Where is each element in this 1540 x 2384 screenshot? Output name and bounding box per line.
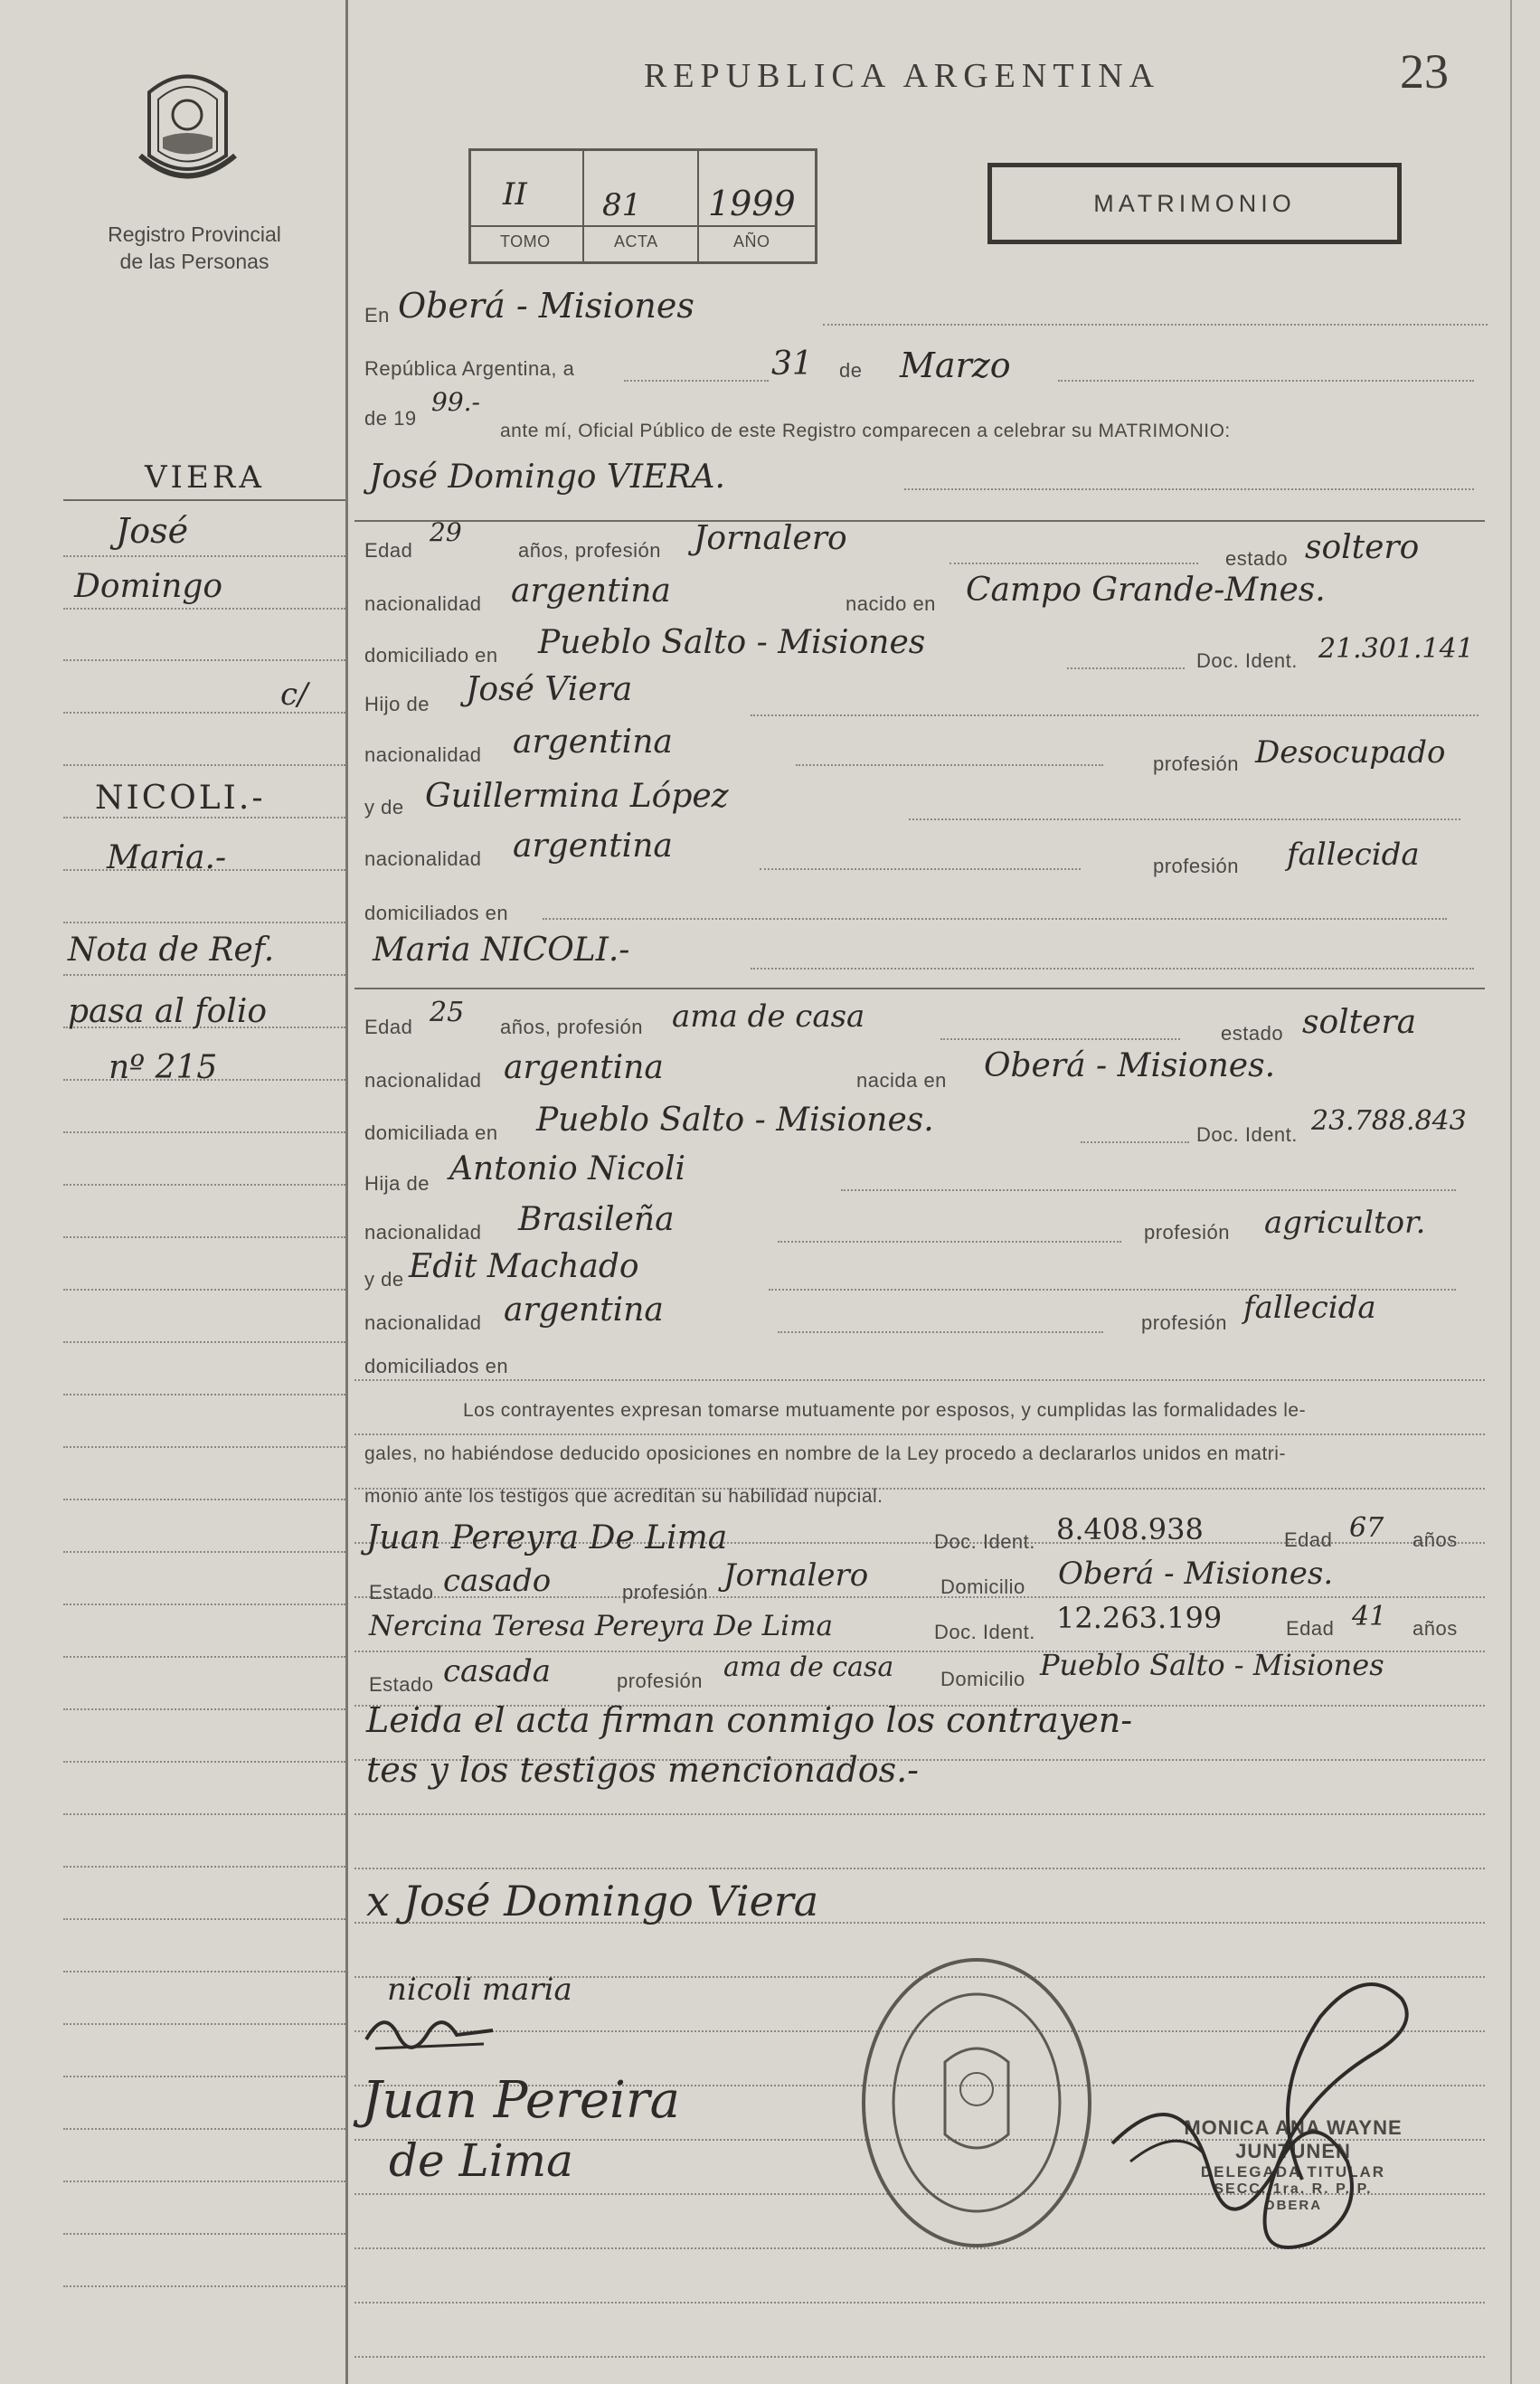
official-city: OBERA [1263, 2198, 1323, 2213]
groom-mother-profession: fallecida [1287, 837, 1420, 873]
tomo-value: II [503, 176, 527, 213]
act-type-box [987, 163, 1402, 244]
official-name: MONICA ANA WAYNE JUNTUNEN [1184, 2116, 1403, 2162]
witness1-estado: casado [443, 1563, 552, 1599]
acta-label: ACTA [614, 232, 658, 251]
groom-father-nationality: argentina [513, 724, 673, 761]
de-label: de [839, 359, 863, 382]
witness2-profession: ama de casa [723, 1651, 894, 1683]
witness2-anos-label: años [1412, 1617, 1458, 1640]
witness2-domicile: Pueblo Salto - Misiones [1040, 1648, 1384, 1682]
bride-doc: 23.788.843 [1311, 1105, 1467, 1137]
groom-age: 29 [430, 517, 462, 547]
witness1-age: 67 [1349, 1512, 1384, 1544]
bride-mother-prof-label: profesión [1141, 1311, 1228, 1334]
groom-estado-label: estado [1225, 547, 1289, 570]
margin-name-5: Maria.- [107, 839, 227, 876]
margin-note-3: nº 215 [109, 1049, 218, 1086]
groom-domiciliado-label: domiciliado en [364, 644, 498, 667]
margin-name-2: Domingo [74, 568, 223, 605]
ano-label: AÑO [733, 232, 770, 251]
groom-birthplace: Campo Grande-Mnes. [966, 572, 1326, 609]
groom-father-line [751, 714, 1479, 716]
bride-yde-label: y de [364, 1268, 404, 1291]
witness-signature-1: Juan Pereira [362, 2071, 681, 2130]
witness-signature-2: de Lima [389, 2134, 573, 2187]
bride-father: Antonio Nicoli [449, 1150, 686, 1187]
bride-mother-nat-line [778, 1331, 1103, 1333]
book-box [468, 148, 817, 264]
place-line [823, 324, 1488, 326]
margin-surname: VIERA [145, 459, 265, 496]
bride-domiciliada-label: domiciliada en [364, 1121, 498, 1144]
provincial-seal [136, 65, 240, 192]
witness2-name: Nercina Teresa Pereyra De Lima [369, 1610, 833, 1642]
witness1-doc: 8.408.938 [1056, 1512, 1204, 1547]
bride-domicile-line [1081, 1141, 1189, 1143]
page-number: 23 [1400, 44, 1449, 99]
witness1-domicilio-label: Domicilio [940, 1575, 1025, 1598]
bride-edad-label: Edad [364, 1016, 413, 1038]
bride-father-line [841, 1189, 1456, 1191]
bride-estado-label: estado [1221, 1022, 1284, 1045]
en-label: En [364, 304, 390, 326]
bride-father-profession: agricultor. [1264, 1205, 1426, 1241]
bride-nacida-label: nacida en [856, 1069, 947, 1092]
registry-name: Registro Provincial de las Personas [108, 222, 281, 273]
groom-nacido-label: nacido en [846, 592, 936, 615]
bride-profession-line [940, 1038, 1180, 1040]
bride-initials-scribble [357, 2003, 502, 2062]
witness2-estado: casada [443, 1653, 552, 1689]
bride-mother: Edit Machado [409, 1248, 639, 1285]
acta-value: 81 [602, 187, 642, 223]
margin-note-2: pasa al folio [68, 993, 268, 1030]
bride-signature: nicoli maria [387, 1972, 572, 2008]
bride-age: 25 [430, 997, 465, 1028]
republica-label: República Argentina, a [364, 357, 575, 380]
declaration-line-3: monio ante los testigos que acreditan su habilidad nupcial. [364, 1486, 883, 1507]
bride-hija-label: Hija de [364, 1172, 430, 1195]
groom-profession-line [950, 563, 1198, 564]
groom-doc-label: Doc. Ident. [1196, 649, 1298, 672]
groom-nationality: argentina [511, 572, 671, 610]
groom-domiciliados-line [543, 918, 1447, 920]
groom-father-nat-label: nacionalidad [364, 743, 482, 766]
witness2-estado-label: Estado [369, 1673, 434, 1696]
witness1-profesion-label: profesión [622, 1581, 709, 1604]
right-edge [1510, 0, 1512, 2384]
witness1-edad-label: Edad [1284, 1528, 1333, 1551]
official-signature [1076, 1944, 1438, 2275]
groom-father-prof-label: profesión [1153, 752, 1240, 775]
bride-father-nat-label: nacionalidad [364, 1221, 482, 1244]
declaration-line-1: Los contrayentes expresan tomarse mutuamente por esposos, y cumplidas las formalidades le- [463, 1400, 1307, 1421]
margin-name-3: c/ [280, 676, 308, 713]
groom-anos-profesion-label: años, profesión [518, 539, 661, 562]
bride-estado: soltera [1302, 1004, 1417, 1041]
official-section: SECC. 1ra. R. P. P. [1214, 2181, 1373, 2197]
bride-domiciliados-label: domiciliados en [364, 1355, 509, 1377]
groom-profession: Jornalero [694, 520, 847, 557]
bride-birthplace: Oberá - Misiones. [984, 1047, 1276, 1084]
tomo-label: TOMO [500, 232, 551, 251]
groom-domiciliados-label: domiciliados en [364, 902, 509, 924]
witness1-doc-label: Doc. Ident. [934, 1530, 1035, 1553]
declaration-line-2: gales, no habiéndose deducido oposiciones en nombre de la Ley procedo a declararlos unidos en matri- [364, 1443, 1286, 1464]
bride-mother-nationality: argentina [504, 1291, 664, 1329]
month: Marzo [900, 345, 1011, 385]
round-seal-icon [859, 1954, 1094, 2252]
groom-nacionalidad-label: nacionalidad [364, 592, 482, 615]
groom-mother-nat-line [760, 868, 1081, 870]
bride-name-line [751, 968, 1474, 970]
witness2-profesion-label: profesión [617, 1670, 704, 1692]
groom-estado: soltero [1305, 529, 1420, 566]
bride-father-nat-line [778, 1241, 1121, 1243]
groom-mother-nat-label: nacionalidad [364, 847, 482, 870]
witness2-age: 41 [1352, 1601, 1387, 1632]
groom-signature: x José Domingo Viera [366, 1877, 819, 1925]
ante-text: ante mí, Oficial Público de este Registro comparecen a celebrar su MATRIMONIO: [500, 421, 1231, 441]
groom-domicile: Pueblo Salto - Misiones [538, 624, 926, 661]
groom-mother: Guillermina López [425, 778, 729, 815]
groom-edad-label: Edad [364, 539, 413, 562]
bride-father-nationality: Brasileña [518, 1201, 675, 1238]
month-line [1058, 380, 1474, 382]
witness1-domicile: Oberá - Misiones. [1058, 1556, 1334, 1592]
groom-name-line [904, 488, 1474, 490]
act-type: MATRIMONIO [1093, 190, 1296, 217]
groom-mother-line [909, 818, 1460, 820]
bride-doc-label: Doc. Ident. [1196, 1123, 1298, 1146]
bride-nacionalidad-label: nacionalidad [364, 1069, 482, 1092]
witness1-profession: Jornalero [723, 1557, 869, 1594]
bride-mother-profession: fallecida [1243, 1290, 1376, 1326]
groom-yde-label: y de [364, 796, 404, 818]
groom-name: José Domingo VIERA. [369, 459, 725, 496]
closing-line-2: tes y los testigos mencionados.- [366, 1750, 920, 1790]
groom-doc: 21.301.141 [1318, 633, 1474, 665]
groom-domicile-line [1067, 667, 1185, 669]
day: 31 [771, 345, 813, 383]
witness2-doc-label: Doc. Ident. [934, 1621, 1035, 1643]
groom-mother-nationality: argentina [513, 828, 673, 865]
bride-mother-nat-label: nacionalidad [364, 1311, 482, 1334]
year-prefix: de 19 [364, 407, 417, 430]
witness1-name: Juan Pereyra De Lima [366, 1519, 728, 1556]
groom-father: José Viera [466, 671, 633, 708]
bride-name: Maria NICOLI.- [373, 932, 630, 969]
margin-name-4: NICOLI.- [95, 780, 266, 817]
bride-nationality: argentina [504, 1049, 664, 1086]
bride-domicile: Pueblo Salto - Misiones. [536, 1102, 934, 1139]
groom-mother-prof-label: profesión [1153, 855, 1240, 877]
margin-name-1: José [116, 511, 189, 551]
bride-profession: ama de casa [672, 998, 865, 1035]
coat-of-arms-icon [136, 65, 240, 192]
bride-anos-profesion-label: años, profesión [500, 1016, 643, 1038]
closing-line-1: Leida el acta firman conmigo los contrayen- [366, 1700, 1133, 1740]
margin-note-1: Nota de Ref. [68, 932, 275, 969]
groom-father-nat-line [796, 764, 1103, 766]
bride-father-prof-label: profesión [1144, 1221, 1231, 1244]
witness2-domicilio-label: Domicilio [940, 1668, 1025, 1690]
place: Oberá - Misiones [398, 286, 694, 326]
ano-value: 1999 [708, 184, 796, 223]
country-title: REPUBLICA ARGENTINA [644, 57, 1161, 95]
year-suffix: 99.- [431, 387, 480, 417]
registry-round-seal [859, 1954, 1094, 2252]
groom-hijo-label: Hijo de [364, 693, 430, 715]
witness1-anos-label: años [1412, 1528, 1458, 1551]
groom-father-profession: Desocupado [1255, 734, 1446, 771]
witness2-doc: 12.263.199 [1056, 1601, 1223, 1635]
margin-divider [345, 0, 348, 2384]
official-title: DELEGADA TITULAR [1200, 2163, 1386, 2181]
witness1-estado-label: Estado [369, 1581, 434, 1604]
day-line [624, 380, 769, 382]
witness2-edad-label: Edad [1286, 1617, 1335, 1640]
